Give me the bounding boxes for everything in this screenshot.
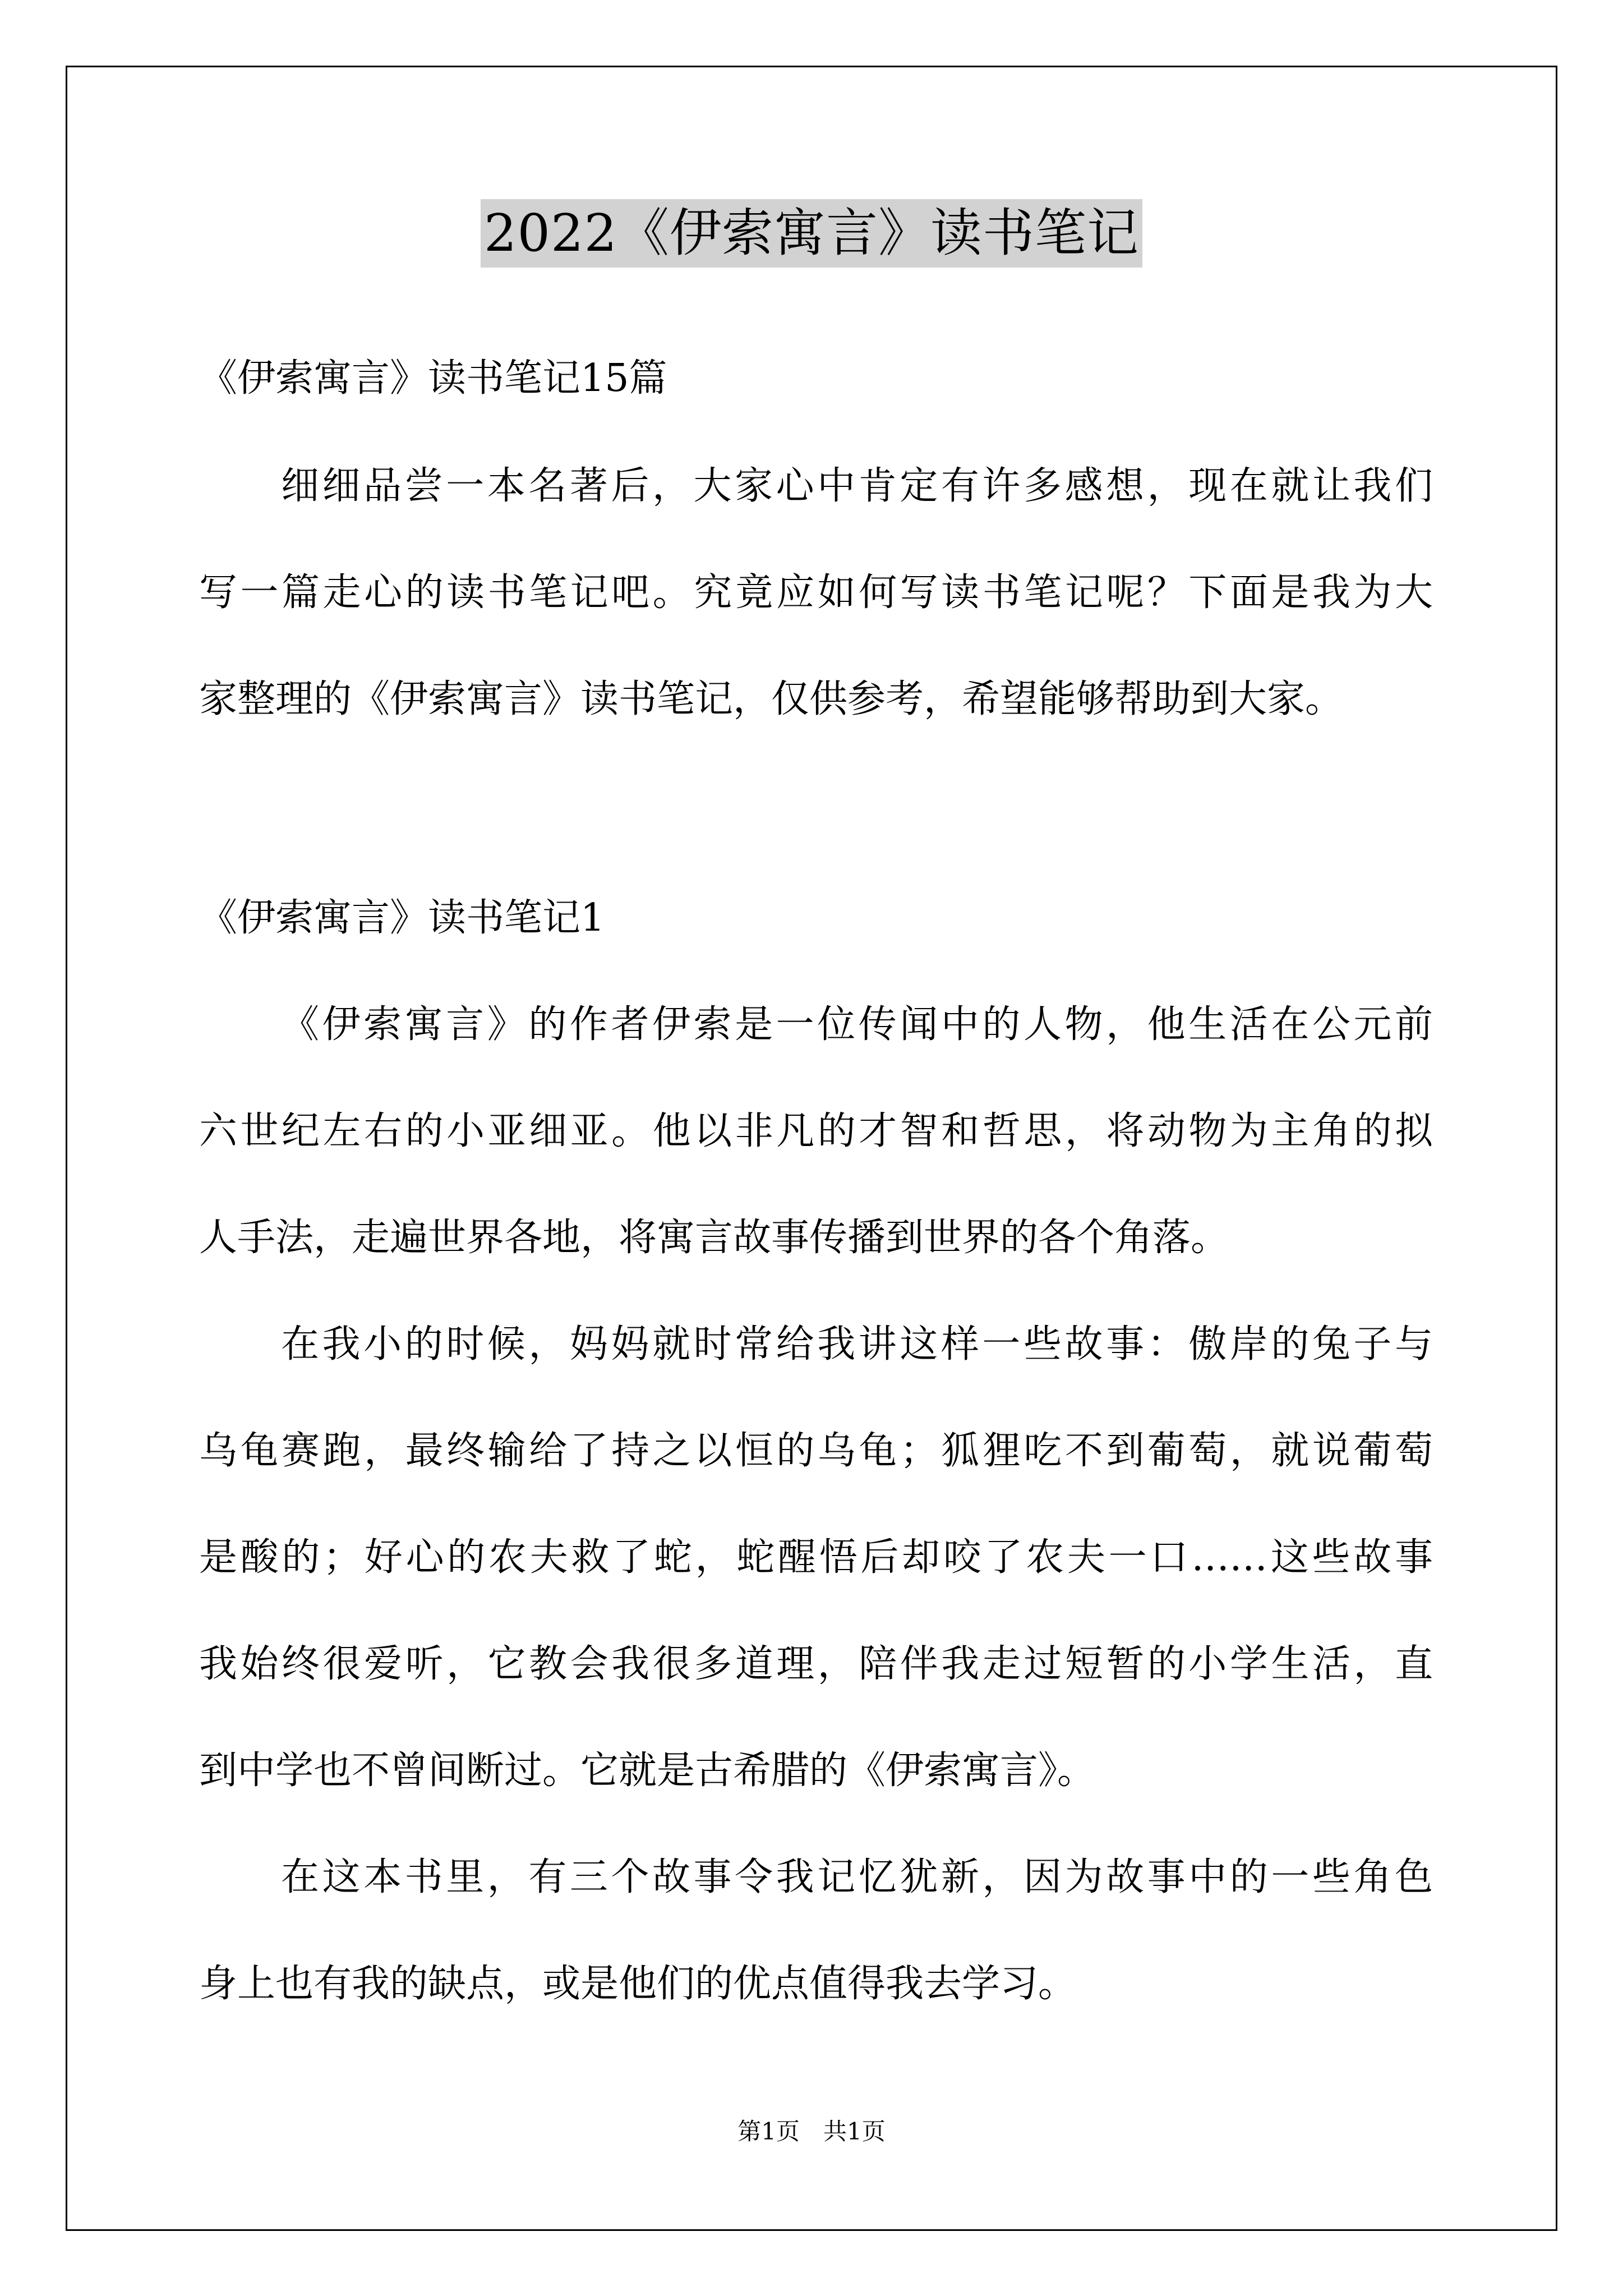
paragraph-line: 是酸的；好心的农夫救了蛇，蛇醒悟后却咬了农夫一口……这些故事 xyxy=(199,1535,1433,1580)
title-container xyxy=(0,199,1623,268)
paragraph-line: 到中学也不曾间断过。它就是古希腊的《伊索寓言》。 xyxy=(199,1749,1096,1793)
paragraph-line: 身上也有我的缺点，或是他们的优点值得我去学习。 xyxy=(199,1962,1077,2006)
document-title: 2022《伊索寓言》读书笔记 xyxy=(481,199,1142,268)
paragraph-line: 人手法，走遍世界各地，将寓言故事传播到世界的各个角落。 xyxy=(199,1216,1229,1260)
page-total: 共1页 xyxy=(823,2118,886,2145)
paragraph-line: 在我小的时候，妈妈就时常给我讲这样一些故事：傲岸的兔子与 xyxy=(281,1322,1433,1366)
intro-line: 家整理的《伊索寓言》读书笔记，仅供参考，希望能够帮助到大家。 xyxy=(199,677,1344,721)
intro-line: 细细品尝一本名著后，大家心中肯定有许多感想，现在就让我们 xyxy=(281,464,1433,508)
intro-line: 写一篇走心的读书笔记吧。究竟应如何写读书笔记呢？下面是我为大 xyxy=(199,570,1433,615)
page-number: 第1页 xyxy=(737,2118,800,2145)
section-heading: 《伊索寓言》读书笔记1 xyxy=(199,896,605,940)
page-footer xyxy=(0,2116,1623,2147)
paragraph-line: 我始终很爱听，它教会我很多道理，陪伴我走过短暂的小学生活，直 xyxy=(199,1642,1433,1686)
paragraph-line: 在这本书里，有三个故事令我记忆犹新，因为故事中的一些角色 xyxy=(281,1855,1433,1899)
document-subtitle: 《伊索寓言》读书笔记15篇 xyxy=(199,356,667,401)
paragraph-line: 《伊索寓言》的作者伊索是一位传闻中的人物，他生活在公元前 xyxy=(281,1002,1433,1047)
paragraph-line: 乌龟赛跑，最终输给了持之以恒的乌龟；狐狸吃不到葡萄，就说葡萄 xyxy=(199,1429,1433,1473)
paragraph-line: 六世纪左右的小亚细亚。他以非凡的才智和哲思，将动物为主角的拟 xyxy=(199,1109,1433,1153)
